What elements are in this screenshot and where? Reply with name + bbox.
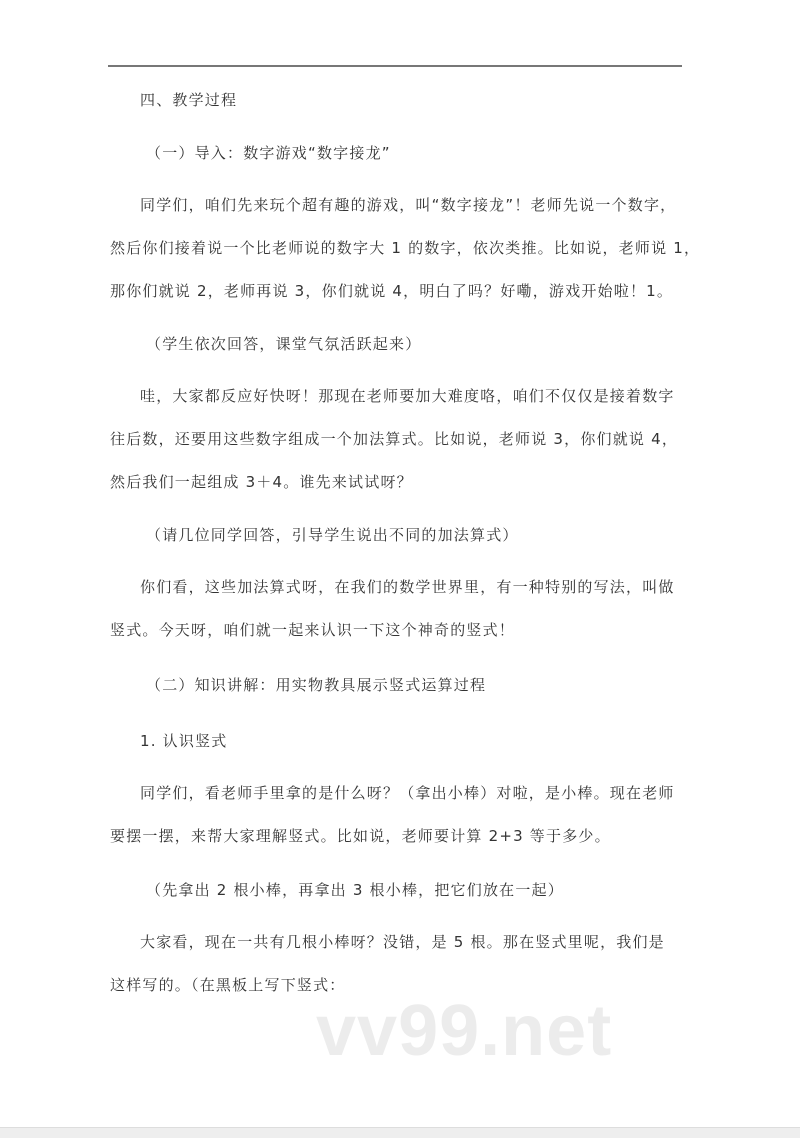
sub-item-title: 1. 认识竖式 [140,732,228,750]
paragraph-line: 这样写的。（在黑板上写下竖式： [110,976,346,994]
stage-note: （学生依次回答，课堂气氛活跃起来） [146,335,422,353]
paragraph-line: 同学们，咱们先来玩个超有趣的游戏，叫“数字接龙”！老师先说一个数字， [140,196,677,214]
paragraph-line: 竖式。今天呀，咱们就一起来认识一下这个神奇的竖式！ [110,621,516,639]
paragraph-line: 你们看，这些加法算式呀，在我们的数学世界里，有一种特别的写法，叫做 [140,578,675,596]
paragraph-line: 同学们，看老师手里拿的是什么呀？（拿出小棒）对啦，是小棒。现在老师 [140,784,675,802]
paragraph-line: 往后数，还要用这些数字组成一个加法算式。比如说，老师说 3，你们就说 4， [110,430,679,448]
header-rule [108,65,682,67]
paragraph-line: 那你们就说 2，老师再说 3，你们就说 4，明白了吗？好嘞，游戏开始啦！1。 [110,282,674,300]
subsection-title: （二）知识讲解：用实物教具展示竖式运算过程 [146,676,487,694]
paragraph-line: 大家看，现在一共有几根小棒呀？没错，是 5 根。那在竖式里呢，我们是 [140,933,665,951]
paragraph-line: 哇，大家都反应好快呀！那现在老师要加大难度咯，咱们不仅仅是接着数字 [140,387,675,405]
section-heading: 四、教学过程 [140,91,238,109]
stage-note: （请几位同学回答，引导学生说出不同的加法算式） [146,526,519,544]
paragraph-line: 然后你们接着说一个比老师说的数字大 1 的数字，依次类推。比如说，老师说 1， [110,239,701,257]
stage-note: （先拿出 2 根小棒，再拿出 3 根小棒，把它们放在一起） [146,881,564,899]
paragraph-line: 要摆一摆，来帮大家理解竖式。比如说，老师要计算 2+3 等于多少。 [110,827,611,845]
page-bottom-edge [0,1127,800,1138]
paragraph-line: 然后我们一起组成 3＋4。谁先来试试呀？ [110,473,413,491]
subsection-title: （一）导入：数字游戏“数字接龙” [146,144,391,162]
watermark: vv99.net [316,991,613,1071]
